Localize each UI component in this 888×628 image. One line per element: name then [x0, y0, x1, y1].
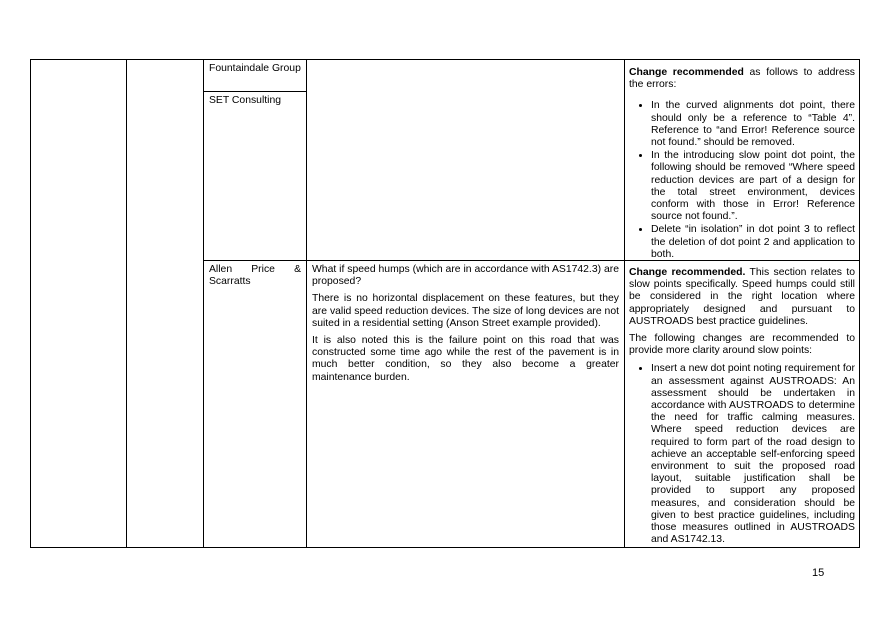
response-cell: [629, 67, 855, 261]
table-border-right: [859, 59, 860, 548]
column-divider-3: [306, 59, 307, 548]
table-border-top: [30, 59, 860, 60]
response-cell: [629, 267, 855, 546]
response-lead-bold: Change recommended.: [629, 267, 746, 278]
comment-cell: [312, 264, 619, 389]
response-lead-text: as follows to address the errors:: [629, 67, 855, 91]
column-divider-2: [203, 59, 204, 548]
comments-table: [30, 59, 860, 548]
response-lead: [629, 267, 855, 328]
column-divider-4: [624, 59, 625, 548]
comment-paragraph: What if speed humps (which are in accordance with AS1742.3) are proposed?: [312, 264, 619, 288]
column-divider-1: [126, 59, 127, 548]
submitter-cell: [209, 63, 301, 75]
response-lead: [629, 67, 855, 91]
response-bullet: • Delete “in isolation” in dot point 3 to reflect the deletion of dot point 2 and application to both.: [651, 223, 855, 261]
response-bullet: • Insert a new dot point noting requirement for an assessment against AUSTROADS: An assessment should be undertaken in accordance with AUSTROADS to determine the need for traffic calming measures. Where speed reduction devices are required to form part of the road design to achieve an acceptable self-enforcing speed environment to suit the proposed road layout, suitable justification shall be provided to support any proposed measures, and consideration should be given to best practice guidelines, including those measures outlined in AUSTROADS and AS1742.13.: [651, 362, 855, 546]
submitter-name: SET Consulting: [209, 95, 282, 106]
response-bullet-list: [629, 99, 855, 261]
table-border-bottom: [30, 547, 860, 548]
response-bullet: • In the introducing slow point dot point, the following should be removed “Where speed reduction devices are part of a design for the total street environment, devices conform with those in Error! Reference source not found.”.: [651, 149, 855, 223]
response-lead-bold: Change recommended: [629, 67, 744, 78]
response-lead-text: This section relates to slow points specifically. Speed humps could still be considered in the right location where appropriately designed and pursuant to AUSTROADS best practice guidelines.: [629, 267, 855, 327]
comment-paragraph: It is also noted this is the failure point on this road that was constructed some time ago while the rest of the pavement is in much better condition, so they also become a greater maintenance burden.: [312, 335, 619, 383]
page-number: 15: [812, 567, 825, 579]
submitter-name: Allen Price & Scarratts: [209, 264, 301, 288]
submitter-cell: [209, 95, 301, 107]
table-border-left: [30, 59, 31, 548]
submitter-name: Fountaindale Group: [209, 63, 301, 74]
comment-paragraph: There is no horizontal displacement on these features, but they are valid speed reduction devices. The size of long devices are not suited in a residential setting (Anson Street example provided).: [312, 293, 619, 329]
response-bullet: • In the curved alignments dot point, there should only be a reference to “Table 4”. Reference to “and Error! Reference source not found.” should be removed.: [651, 99, 855, 149]
response-bullet-list: [629, 362, 855, 546]
submitter-cell: [209, 264, 301, 288]
response-paragraph: The following changes are recommended to provide more clarity around slow points:: [629, 333, 855, 357]
submitter-divider: [203, 91, 306, 92]
